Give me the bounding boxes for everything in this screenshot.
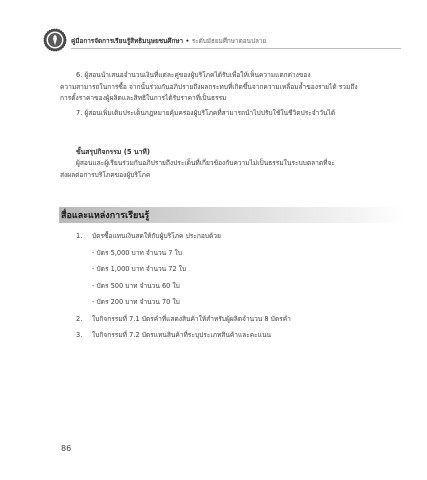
list-item: 2. ใบกิจกรรมที่ 7.1 บัตรคำที่แสดงสินค้าให้สำหรับผู้ผลิตจำนวน 8 บัตรคำ <box>76 314 291 323</box>
item-7 <box>60 108 390 120</box>
page-header <box>43 28 413 54</box>
materials-list <box>76 228 291 344</box>
list-item: - บัตร 500 บาท จำนวน 60 ใบ <box>92 281 180 290</box>
summary-paragraph <box>60 158 390 181</box>
list-item: - บัตร 1,000 บาท จำนวน 72 ใบ <box>92 265 187 273</box>
summary-line-2: ส่งผลต่อการบริโภคของผู้บริโภค <box>60 170 151 179</box>
list-item: - บัตร 5,000 บาท จำนวน 7 ใบ <box>92 248 182 257</box>
section-title: สื่อและแหล่งการเรียนรู้ <box>61 211 150 221</box>
page-number: 86 <box>61 444 72 453</box>
item-6 <box>60 70 390 105</box>
list-item: - บัตร 200 บาท จำนวน 70 ใบ <box>92 298 180 306</box>
item-6-line-2: ความสามารถในการซื้อ จากนั้นร่วมกันอภิปรายถึงผลกระทบที่เกิดขึ้นจากความเหลื่อมล้ำของรายได้ รวมถึง <box>60 82 358 91</box>
list-item: 3. ใบกิจกรรมที่ 7.2 บัตรแทนสินค้าที่ระบุประเภทสินค้าและคะแนน <box>76 331 271 339</box>
summary-heading: ขั้นสรุปกิจกรรม (5 นาที) <box>76 148 151 156</box>
item-6-line-3: การตั้งราคาของผู้ผลิตและสิทธิในการได้รับราคาที่เป็นธรรม <box>60 94 227 102</box>
summary-line-1: ผู้สอนและผู้เรียนร่วมกันอภิปรายถึงประเด็นที่เกี่ยวข้องกับความไม่เป็นธรรมในระบบตลาดที่จะ <box>76 159 335 167</box>
header-title <box>71 36 266 46</box>
list-item: 1. บัตรซื้อแทนเงินสดให้กับผู้บริโภค ประกอบด้วย <box>76 232 221 240</box>
item-6-line-1: 6. ผู้สอนนำเสนอจำนวนเงินที่แต่ละคู่ของผู้บริโภคได้รับเพื่อให้เห็นความแตกต่างของ <box>76 71 311 79</box>
header-separator: • <box>185 37 190 45</box>
header-title-text: คู่มือการจัดการเรียนรู้สิทธิมนุษยชนศึกษา <box>71 37 184 45</box>
header-divider <box>71 48 401 49</box>
logo-icon <box>43 28 67 52</box>
item-7-line: 7. ผู้สอนเพิ่มเติมประเด็นกฎหมายคุ้มครองผู้บริโภคที่สามารถนำไปปรับใช้ในชีวิตประจำวันได้ <box>76 109 336 117</box>
header-subtitle: ระดับมัธยมศึกษาตอนปลาย <box>191 37 267 45</box>
